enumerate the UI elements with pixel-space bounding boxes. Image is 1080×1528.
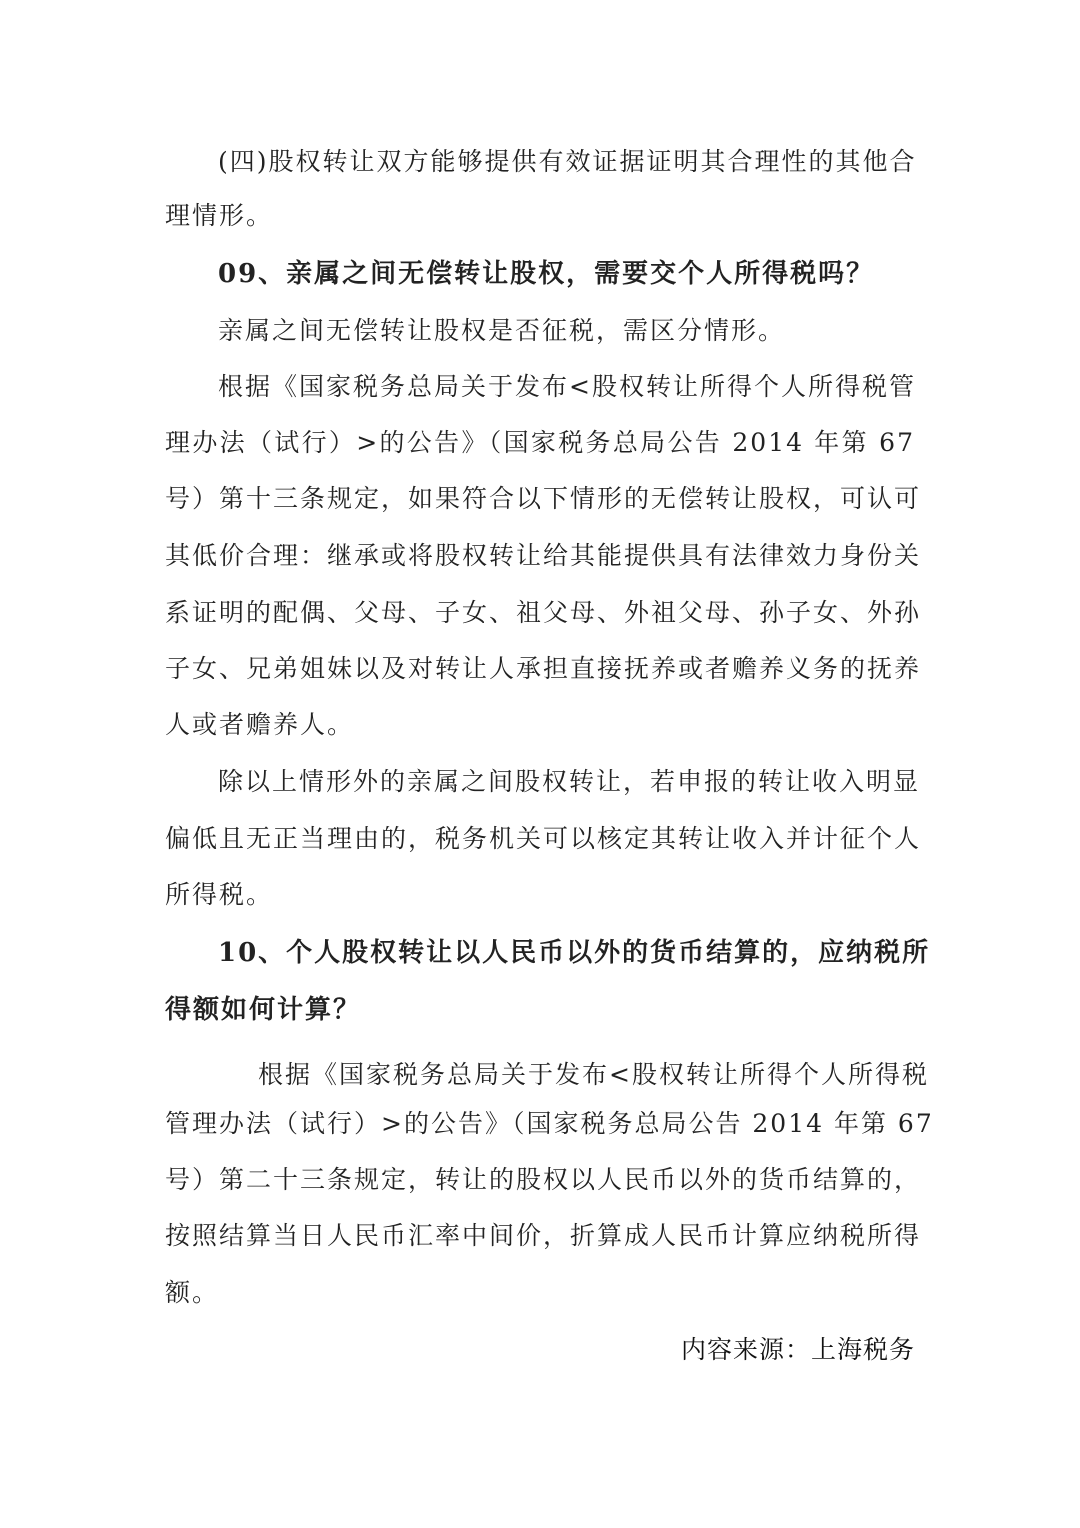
paragraph-line: 系证明的配偶、父母、子女、祖父母、外祖父母、孙子女、外孙 — [165, 598, 922, 627]
question-heading: 10、个人股权转让以人民币以外的货币结算的，应纳税所 — [218, 938, 931, 968]
paragraph-line: 理情形。 — [165, 201, 274, 230]
paragraph-line: 按照结算当日人民币汇率中间价，折算成人民币计算应纳税所得 — [165, 1221, 922, 1250]
question-heading: 得额如何计算？ — [165, 995, 362, 1025]
paragraph-line: (四)股权转让双方能够提供有效证据证明其合理性的其他合 — [218, 147, 917, 176]
paragraph-line: 号）第十三条规定，如果符合以下情形的无偿转让股权，可认可 — [165, 484, 922, 513]
paragraph-line: 其低价合理：继承或将股权转让给其能提供具有法律效力身份关 — [165, 541, 922, 570]
paragraph-line: 人或者赡养人。 — [165, 710, 355, 739]
paragraph-line: 理办法（试行）>的公告》（国家税务总局公告 2014 年第 67 — [165, 428, 915, 457]
paragraph-line: 所得税。 — [165, 880, 274, 909]
question-heading: 09、亲属之间无偿转让股权，需要交个人所得税吗？ — [218, 259, 875, 289]
content-source: 内容来源：上海税务 — [680, 1335, 915, 1364]
paragraph-line: 除以上情形外的亲属之间股权转让，若申报的转让收入明显 — [218, 767, 921, 796]
paragraph-line: 根据《国家税务总局关于发布<股权转让所得个人所得税 — [258, 1060, 929, 1089]
paragraph-line: 根据《国家税务总局关于发布<股权转让所得个人所得税管 — [218, 372, 916, 401]
paragraph-line: 子女、兄弟姐妹以及对转让人承担直接抚养或者赡养义务的抚养 — [165, 654, 922, 683]
paragraph-line: 偏低且无正当理由的，税务机关可以核定其转让收入并计征个人 — [165, 824, 922, 853]
paragraph-line: 管理办法（试行）>的公告》（国家税务总局公告 2014 年第 67 — [165, 1109, 934, 1138]
paragraph-line: 额。 — [165, 1278, 220, 1307]
paragraph-line: 亲属之间无偿转让股权是否征税，需区分情形。 — [218, 316, 786, 345]
paragraph-line: 号）第二十三条规定，转让的股权以人民币以外的货币结算的， — [165, 1165, 922, 1194]
